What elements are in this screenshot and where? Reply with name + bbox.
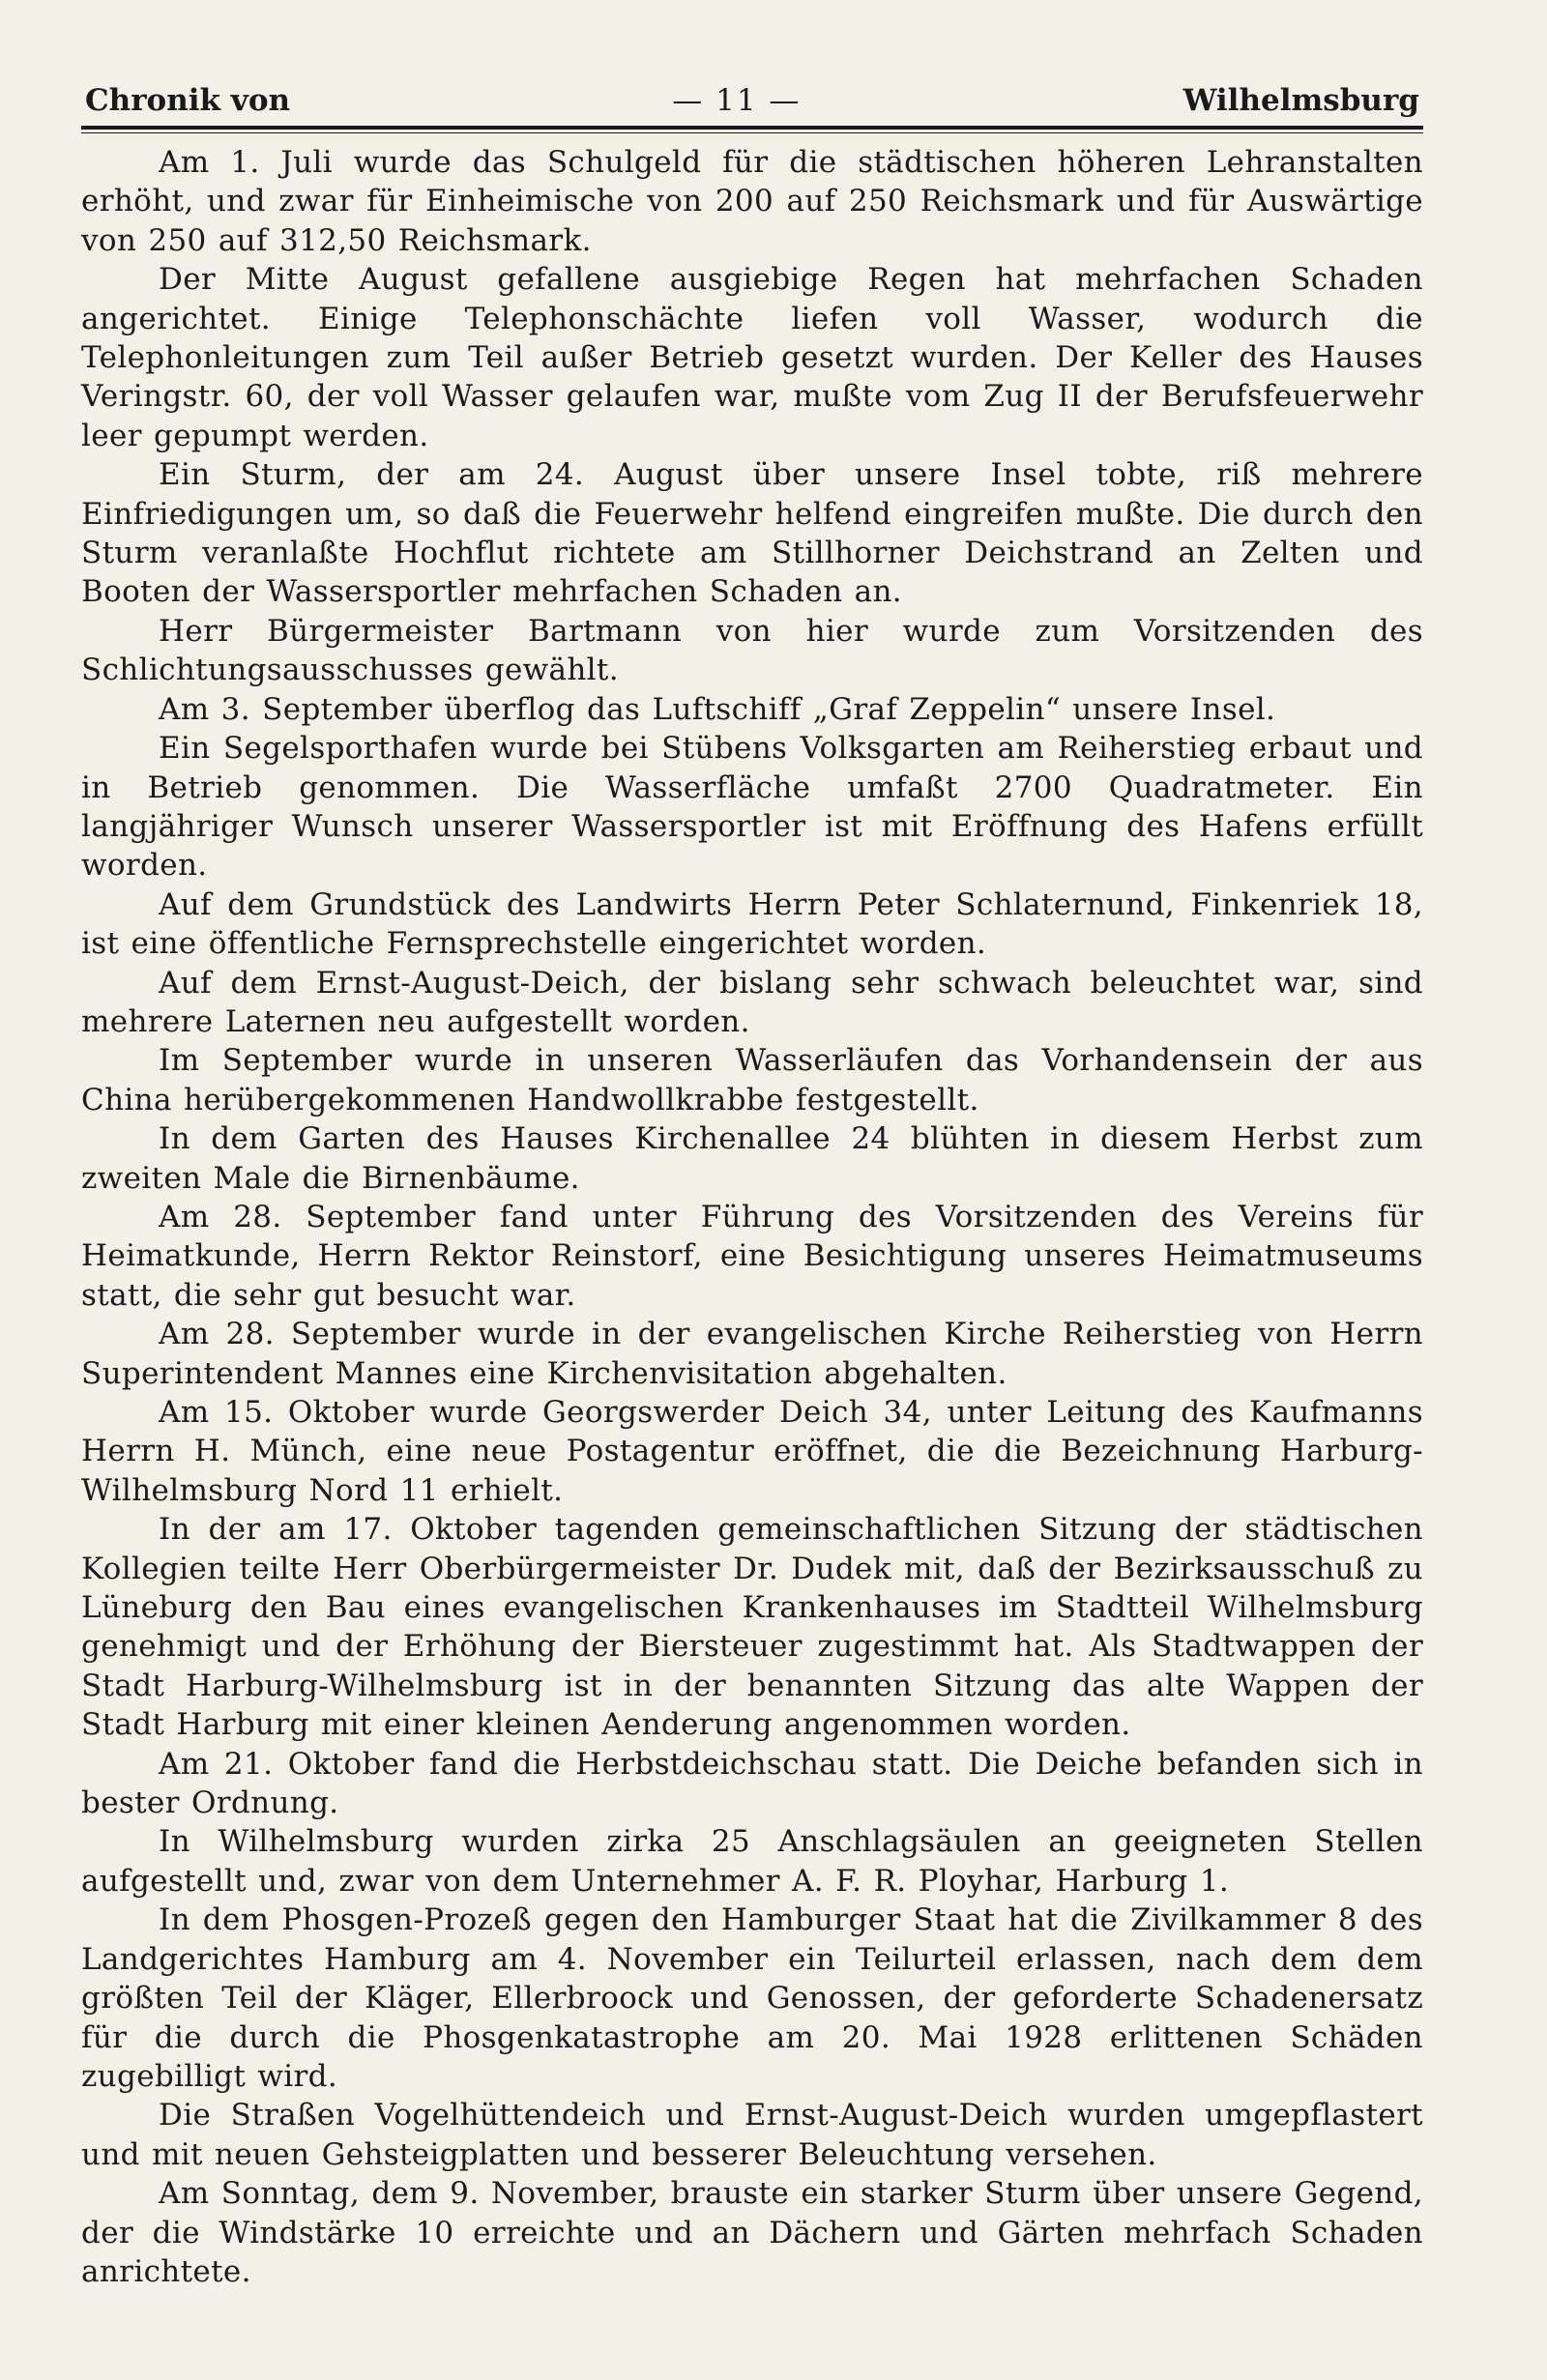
paragraph: Ein Sturm, der am 24. August über unsere Insel tobte, riß mehrere Einfriedigungen um, so daß die Feuerwehr helfend eingreifen mußte. Die durch den Sturm veranlaßte Hochflut richtete am Stillhorner Deichstrand an Zelten und Booten der Wassersportler mehrfachen Schaden an.: [81, 457, 1423, 610]
paragraph: In dem Garten des Hauses Kirchenallee 24 blühten in diesem Herbst zum zweiten Male die Birnenbäume.: [81, 1121, 1423, 1196]
header-left-title: Chronik von: [85, 83, 291, 118]
page-number: — 11 —: [672, 83, 802, 118]
document-page: [81, 77, 1423, 2320]
paragraph: Auf dem Ernst-August-Deich, der bislang sehr schwach beleuchtet war, sind mehrere Laternen neu aufgestellt worden.: [81, 965, 1423, 1039]
paragraph: In Wilhelmsburg wurden zirka 25 Anschlagsäulen an geeigneten Stellen aufgestellt und, zwar von dem Unternehmer A. F. R. Ployhar, Harburg 1.: [81, 1824, 1423, 1899]
paragraph: Herr Bürgermeister Bartmann von hier wurde zum Vorsitzenden des Schlichtungsausschusses gewählt.: [81, 613, 1423, 688]
paragraph: Am 21. Oktober fand die Herbstdeichschau statt. Die Deiche befanden sich in bester Ordnung.: [81, 1746, 1423, 1821]
header-right-title: Wilhelmsburg: [1182, 83, 1419, 118]
paragraph: Am Sonntag, dem 9. November, brauste ein starker Sturm über unsere Gegend, der die Windstärke 10 erreichte und an Dächern und Gärten mehrfach Schaden anrichtete.: [81, 2176, 1423, 2289]
paragraph: Am 15. Oktober wurde Georgswerder Deich 34, unter Leitung des Kaufmanns Herrn H. Münch, eine neue Postagentur eröffnet, die die Bezeichnung Harburg-Wilhelmsburg Nord 11 erhielt.: [81, 1395, 1423, 1508]
paragraph: Auf dem Grundstück des Landwirts Herrn Peter Schlaternund, Finkenriek 18, ist eine öffentliche Fernsprechstelle eingerichtet worden.: [81, 886, 1423, 962]
paragraph: Am 28. September fand unter Führung des Vorsitzenden des Vereins für Heimatkunde, Herrn Rektor Reinstorf, eine Besichtigung unseres Heimatmuseums statt, die sehr gut besucht war.: [81, 1199, 1423, 1313]
document-body: [81, 143, 1423, 2291]
paragraph: Ein Segelsporthafen wurde bei Stübens Volksgarten am Reiherstieg erbaut und in Betrieb genommen. Die Wasserfläche umfaßt 2700 Quadratmeter. Ein langjähriger Wunsch unserer Wassersportler ist mit Eröffnung des Hafens erfüllt worden.: [81, 731, 1423, 884]
paragraph: Am 28. September wurde in der evangelischen Kirche Reiherstieg von Herrn Superintendent Mannes eine Kirchenvisitation abgehalten.: [81, 1317, 1423, 1391]
paragraph: In der am 17. Oktober tagenden gemeinschaftlichen Sitzung der städtischen Kollegien teilte Herr Oberbürgermeister Dr. Dudek mit, daß der Bezirksausschuß zu Lüneburg den Bau eines evangelischen Krankenhauses im Stadtteil Wilhelmsburg genehmigt und der Erhöhung der Biersteuer zugestimmt hat. Als Stadtwappen der Stadt Harburg-Wilhelmsburg ist in der benannten Sitzung das alte Wappen der Stadt Harburg mit einer kleinen Aenderung angenommen worden.: [81, 1512, 1423, 1743]
page-header: [81, 77, 1423, 116]
paragraph: Am 3. September überflog das Luftschiff „Graf Zeppelin“ unsere Insel.: [159, 691, 1276, 727]
paragraph: Der Mitte August gefallene ausgiebige Regen hat mehrfachen Schaden angerichtet. Einige Telephonschächte liefen voll Wasser, wodurch die Telephonleitungen zum Teil außer Betrieb gesetzt wurden. Der Keller des Hauses Veringstr. 60, der voll Wasser gelaufen war, mußte vom Zug II der Berufsfeuerwehr leer gepumpt werden.: [81, 262, 1423, 453]
paragraph: Im September wurde in unseren Wasserläufen das Vorhandensein der aus China herübergekommenen Handwollkrabbe festgestellt.: [81, 1043, 1423, 1117]
paragraph: Am 1. Juli wurde das Schulgeld für die städtischen höheren Lehranstalten erhöht, und zwar für Einheimische von 200 auf 250 Reichsmark und für Auswärtige von 250 auf 312,50 Reichsmark.: [81, 145, 1423, 258]
paragraph: In dem Phosgen-Prozeß gegen den Hamburger Staat hat die Zivilkammer 8 des Landgerichtes Hamburg am 4. November ein Teilurteil erlassen, nach dem dem größten Teil der Kläger, Ellerbroock und Genossen, der geforderte Schadenersatz für die durch die Phosgenkatastrophe am 20. Mai 1928 erlittenen Schäden zugebilligt wird.: [81, 1902, 1423, 2094]
paragraph: Die Straßen Vogelhüttendeich und Ernst-August-Deich wurden umgepflastert und mit neuen Gehsteigplatten und besserer Beleuchtung versehen.: [81, 2098, 1423, 2172]
header-double-rule: [81, 126, 1423, 133]
